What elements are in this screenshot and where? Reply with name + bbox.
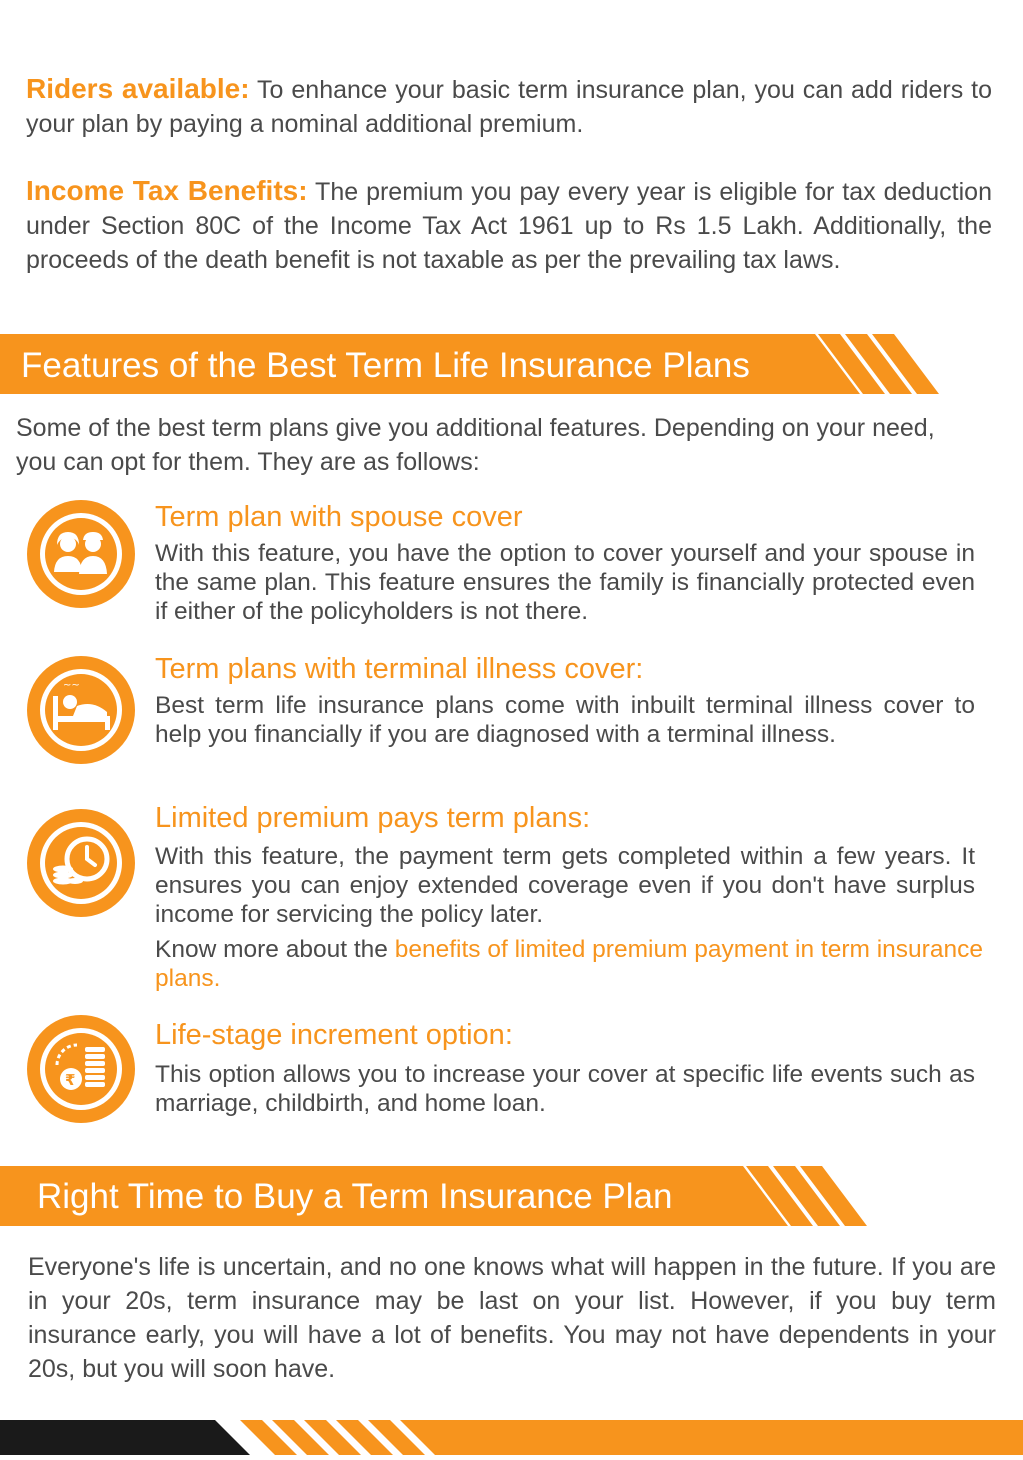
feature-text: With this feature, the payment term gets completed within a few years. It ensures you can enjoy extended coverage even if you don't have surplus income for servicing the policy later. (155, 843, 975, 928)
feature-title: Term plans with terminal illness cover: (155, 653, 644, 685)
svg-text:~~: ~~ (63, 680, 80, 691)
clock-coins-icon (27, 809, 135, 917)
riders-text: To enhance your basic term insurance plan, you can add riders to your plan by paying a nominal additional premium. (26, 76, 992, 138)
feature-text: With this feature, you have the option to cover yourself and your spouse in the same plan. This feature ensures the family is financially protected even if either of the policyholders is not there. (155, 540, 975, 625)
features-title: Features of the Best Term Life Insurance Plans (21, 346, 750, 385)
svg-text:₹: ₹ (65, 1071, 76, 1089)
sick-bed-icon (27, 656, 135, 764)
riders-paragraph (26, 72, 992, 141)
feature-text: Best term life insurance plans come with inbuilt terminal illness cover to help you financially if you are diagnosed with a terminal illness. (155, 692, 975, 748)
riders-heading: Riders available: (26, 73, 250, 104)
feature-title: Term plan with spouse cover (155, 501, 523, 533)
rupee-coins-icon (27, 1015, 135, 1123)
limited-premium-link[interactable]: benefits of limited premium payment in term insurance plans. (155, 936, 983, 992)
right-time-title: Right Time to Buy a Term Insurance Plan (37, 1177, 673, 1216)
features-banner (0, 334, 940, 394)
right-time-text: Everyone's life is uncertain, and no one knows what will happen in the future. If you are in your 20s, term insurance may be last on your list. However, if you buy term insurance early, you will have a lot of benefits. You may not have dependents in your 20s, but you will soon have. (28, 1253, 996, 1383)
tax-paragraph (26, 174, 992, 277)
feature-text: This option allows you to increase your cover at specific life events such as marriage, childbirth, and home loan. (155, 1061, 975, 1117)
features-intro: Some of the best term plans give you additional features. Depending on your need, you can opt for them. They are as follows: (16, 414, 935, 476)
tax-text: The premium you pay every year is eligible for tax deduction under Section 80C of the Income Tax Act 1961 up to Rs 1.5 Lakh. Additionally, the proceeds of the death benefit is not taxable as per the prevailing tax laws. (26, 178, 992, 274)
couple-icon (27, 500, 135, 608)
know-more-prefix: Know more about the (155, 936, 388, 963)
know-more-line (155, 935, 985, 993)
feature-title: Life-stage increment option: (155, 1019, 513, 1051)
right-time-banner (0, 1166, 870, 1226)
tax-heading: Income Tax Benefits: (26, 175, 308, 206)
footer-bar (0, 1420, 1023, 1460)
feature-title: Limited premium pays term plans: (155, 802, 591, 834)
